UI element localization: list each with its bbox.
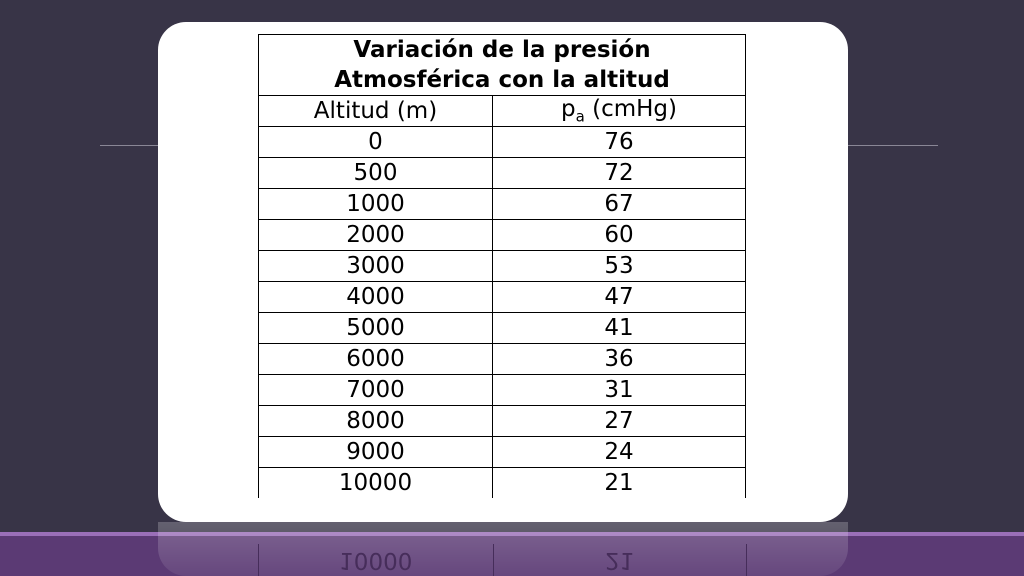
pressure-symbol: p (560, 95, 576, 122)
altitude-cell: 0 (259, 127, 493, 158)
table-row (259, 127, 746, 158)
table-title (259, 35, 746, 96)
table-title-line1: Variación de la presión (353, 37, 651, 63)
reflected-pressure-cell: 21 (605, 547, 635, 573)
table-row (259, 468, 746, 499)
pressure-subscript: a (575, 107, 585, 126)
pressure-cell: 24 (493, 437, 746, 468)
altitude-cell: 9000 (259, 437, 493, 468)
pressure-cell: 31 (493, 375, 746, 406)
pressure-cell: 60 (493, 220, 746, 251)
altitude-cell: 8000 (259, 406, 493, 437)
decorative-rule-left (100, 145, 160, 146)
table-row (259, 251, 746, 282)
table-row (259, 282, 746, 313)
column-header-pressure (493, 96, 746, 127)
pressure-cell: 53 (493, 251, 746, 282)
altitude-cell: 3000 (259, 251, 493, 282)
table-row (259, 406, 746, 437)
altitude-cell: 1000 (259, 189, 493, 220)
table-row (259, 189, 746, 220)
card-reflection (158, 522, 848, 576)
altitude-cell: 500 (259, 158, 493, 189)
pressure-unit: (cmHg) (584, 95, 677, 122)
pressure-cell: 72 (493, 158, 746, 189)
pressure-cell: 76 (493, 127, 746, 158)
column-header-altitude: Altitud (m) (259, 96, 493, 127)
pressure-cell: 21 (493, 468, 746, 499)
altitude-cell: 5000 (259, 313, 493, 344)
altitude-cell: 4000 (259, 282, 493, 313)
table-row (259, 313, 746, 344)
pressure-cell: 67 (493, 189, 746, 220)
pressure-cell: 41 (493, 313, 746, 344)
table-row (259, 220, 746, 251)
altitude-cell: 6000 (259, 344, 493, 375)
pressure-cell: 36 (493, 344, 746, 375)
table-row (259, 437, 746, 468)
decorative-rule-right (848, 145, 938, 146)
table-title-line2: Atmosférica con la altitud (334, 67, 670, 93)
pressure-cell: 27 (493, 406, 746, 437)
pressure-cell: 47 (493, 282, 746, 313)
altitude-cell: 7000 (259, 375, 493, 406)
pressure-altitude-table (258, 34, 746, 498)
altitude-cell: 10000 (259, 468, 493, 499)
table-row (259, 344, 746, 375)
table-row (259, 375, 746, 406)
reflected-row (258, 544, 747, 576)
altitude-cell: 2000 (259, 220, 493, 251)
reflected-altitude-cell: 10000 (259, 544, 494, 576)
table-row (259, 158, 746, 189)
slide-card (158, 22, 848, 522)
